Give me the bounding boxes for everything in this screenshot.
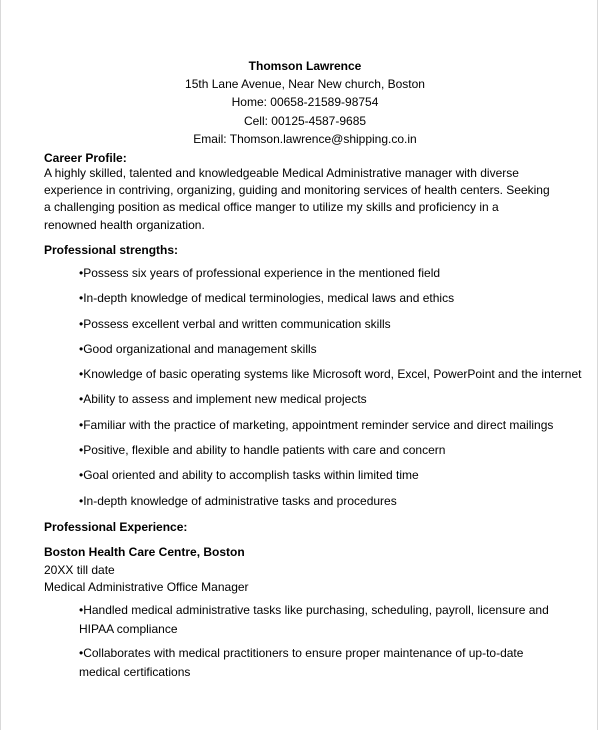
employment-period: 20XX till date	[44, 563, 115, 577]
candidate-name: Thomson Lawrence	[248, 59, 362, 73]
strength-item: •Possess excellent verbal and written communication skills	[79, 316, 391, 331]
strength-item: •Goal oriented and ability to accomplish tasks within limited time	[79, 468, 419, 483]
contact-home-phone: Home: 00658-21589-98754	[231, 95, 379, 110]
contact-email: Email: Thomson.lawrence@shipping.co.in	[193, 131, 417, 146]
contact-cell-phone: Cell: 00125-4587-9685	[243, 113, 367, 128]
career-profile-text: A highly skilled, talented and knowledgeable Medical Administrative manager with diverse experience in contriving, organizing, guiding and monitoring services of health centers. Seeking a challenging position as medical office manger to utilize my skills and proficiency in a renowned health organization.	[44, 166, 550, 232]
contact-header	[1, 57, 599, 148]
contact-address: 15th Lane Avenue, Near New church, Boston	[185, 77, 425, 92]
strengths-list	[79, 264, 582, 517]
strengths-heading: Professional strengths:	[44, 243, 179, 257]
strength-item: •Ability to assess and implement new medical projects	[79, 392, 367, 407]
strength-item: •Positive, flexible and ability to handle patients with care and concern	[79, 443, 446, 458]
strength-item: •In-depth knowledge of administrative tasks and procedures	[79, 493, 397, 508]
duty-item: •Collaborates with medical practitioners to ensure proper maintenance of up-to-date medical certifications	[79, 646, 524, 679]
duties-list	[79, 601, 549, 687]
strength-item: •Familiar with the practice of marketing, appointment reminder service and direct mailings	[79, 417, 554, 432]
job-title: Medical Administrative Office Manager	[44, 580, 249, 594]
duty-item: •Handled medical administrative tasks like purchasing, scheduling, payroll, licensure and HIPAA compliance	[79, 603, 549, 636]
strength-item: •In-depth knowledge of medical terminologies, medical laws and ethics	[79, 291, 455, 306]
strength-item: •Knowledge of basic operating systems like Microsoft word, Excel, PowerPoint and the internet	[79, 367, 582, 382]
experience-heading: Professional Experience:	[44, 520, 188, 534]
strength-item: •Possess six years of professional experience in the mentioned field	[79, 266, 441, 280]
employer-name: Boston Health Care Centre, Boston	[44, 545, 245, 559]
strength-item: •Good organizational and management skills	[79, 341, 317, 356]
career-profile-heading: Career Profile:	[44, 151, 127, 165]
